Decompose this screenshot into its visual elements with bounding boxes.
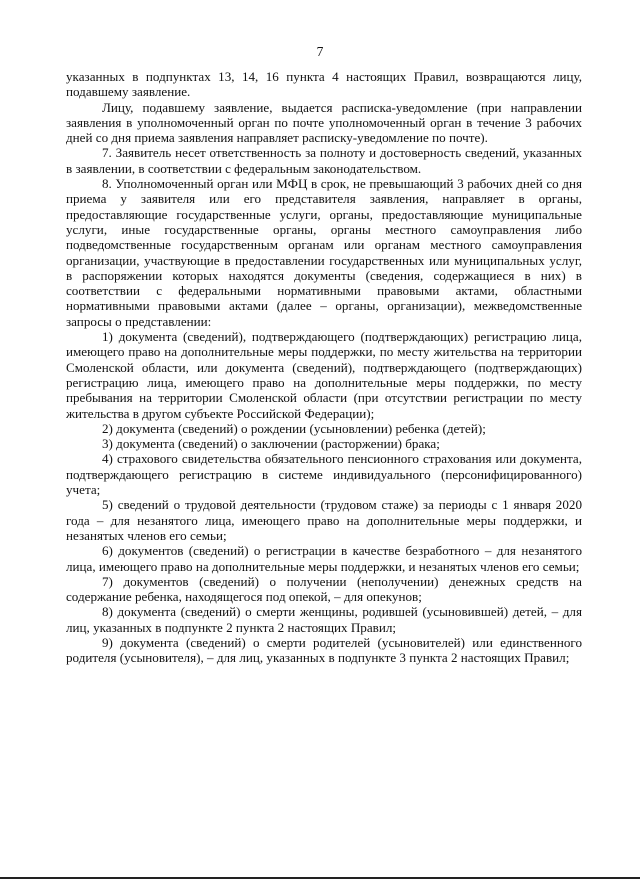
list-item-5: 5) сведений о трудовой деятельности (трудовом стаже) за периоды с 1 января 2020 года – для незанятого лица, имеющего право на дополнительные меры поддержки, и незанятых членов его семьи; (66, 497, 582, 543)
list-item-7: 7) документов (сведений) о получении (неполучении) денежных средств на содержание ребенка, находящегося под опекой, – для опекунов; (66, 573, 582, 605)
list-item-4: 4) страхового свидетельства обязательного пенсионного страхования или документа, подтверждающего регистрацию в системе индивидуального (персонифицированного) учета; (66, 451, 582, 498)
list-item-9: 9) документа (сведений) о смерти родителей (усыновителей) или единственного родителя (усыновителя), – для лиц, указанных в подпункте 3 пункта 2 настоящих Правил; (66, 634, 582, 666)
paragraph-continuation: указанных в подпунктах 13, 14, 16 пункта 4 настоящих Правил, возвращаются лицу, подавшему заявление. (66, 69, 582, 100)
paragraph-receipt-notice: Лицу, подавшему заявление, выдается расписка-уведомление (при направлении заявления в уполномоченный орган по почте уполномоченный орган в течение 3 рабочих дней со дня приема заявления направляет расписку-уведомление по почте). (66, 99, 582, 146)
paragraph-item-7: 7. Заявитель несет ответственность за полноту и достоверность сведений, указанных в заявлении, в соответствии с федеральным законодательством. (66, 145, 582, 176)
list-item-2: 2) документа (сведений) о рождении (усыновлении) ребенка (детей); (102, 420, 486, 436)
list-item-3: 3) документа (сведений) о заключении (расторжении) брака; (102, 436, 440, 452)
paragraph-item-8: 8. Уполномоченный орган или МФЦ в срок, не превышающий 3 рабочих дней со дня приема у заявителя или его представителя заявления, направляет в органы, предоставляющие государственные услуги, органы, предоставляющие муниципальные услуги, иные государственные органы, органы местного самоуправления либо подведомственные государственным органам или органам местного самоуправления организации, участвующие в предоставлении государственных или муниципальных услуг, в распоряжении которых находятся документы (сведения, содержащиеся в них) в соответствии с федеральными нормативными правовыми актами, областными нормативными правовыми актами (далее – органы, организации), межведомственные запросы о представлении: (66, 176, 582, 329)
page-number: 7 (316, 44, 324, 59)
list-item-8: 8) документа (сведений) о смерти женщины, родившей (усыновившей) детей, – для лиц, указанных в подпункте 2 пункта 2 настоящих Правил; (66, 604, 582, 635)
bottom-rule (0, 877, 640, 879)
list-item-1: 1) документа (сведений), подтверждающего (подтверждающих) регистрацию лица, имеющего право на дополнительные меры поддержки, по месту жительства на территории Смоленской области, или документа (сведений), подтверждающего (подтверждающих) регистрацию лица, имеющего право на дополнительные меры поддержки, по месту пребывания на территории Смоленской области (при отсутствии регистрации по месту жительства в другом субъекте Российской Федерации); (66, 329, 582, 421)
document-body (66, 69, 582, 666)
list-item-6: 6) документов (сведений) о регистрации в качестве безработного – для незанятого лица, имеющего право на дополнительные меры поддержки, и незанятых членов его семьи; (66, 543, 582, 574)
